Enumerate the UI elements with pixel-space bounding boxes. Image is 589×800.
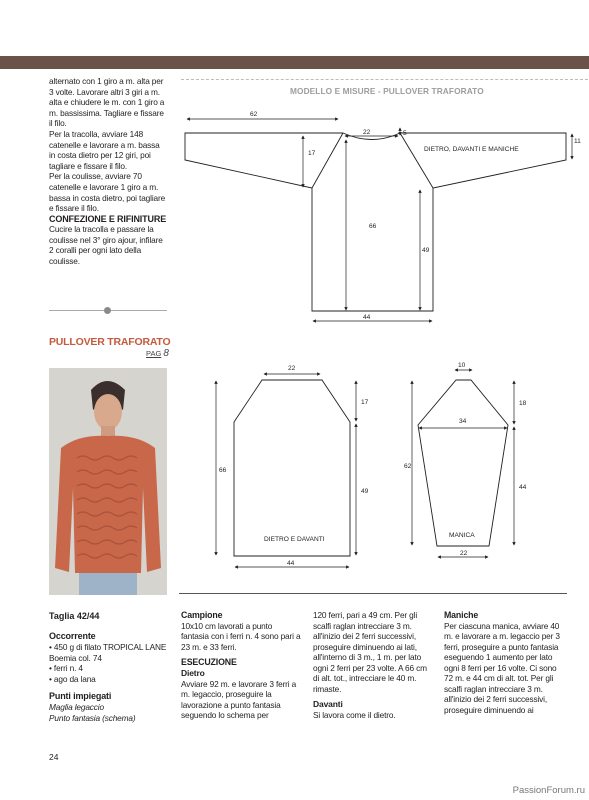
text-section-rule xyxy=(179,593,567,594)
dietro-text: Avviare 92 m. e lavorare 3 ferri a m. legaccio, proseguire la lavorazione a punto fantasia seguendo lo schema per xyxy=(181,678,297,721)
label-dietro-davanti: DIETRO E DAVANTI xyxy=(264,536,325,543)
materials-block xyxy=(49,631,174,723)
campione-text: 10x10 cm lavorati a punto fantasia con i ferri n. 4 sono pari a 23 m. e 33 ferri. xyxy=(181,620,301,652)
pag-number: 8 xyxy=(163,348,169,359)
confezione-text: Cucire la tracolla e passare la coulisse nel 3° giro ajour, infilare 2 coralli per ogni lato della coulisse. xyxy=(49,224,163,266)
occorrente-item: • ferri n. 4 xyxy=(49,663,83,673)
instructions-column-1 xyxy=(181,610,302,721)
size-heading: Taglia 42/44 xyxy=(49,611,100,621)
label-10: 10 xyxy=(458,362,466,369)
instructions-column-2 xyxy=(313,610,433,720)
label-49-top: 49 xyxy=(422,247,430,254)
label-44-top: 44 xyxy=(363,314,371,321)
paragraph-3: Per la coulisse, avviare 70 catenelle e lavorare 1 giro a m. bassa in costa dietro, poi tagliare e fissare il filo. xyxy=(49,171,166,214)
label-18: 18 xyxy=(519,400,527,407)
watermark: PassionForum.ru xyxy=(512,785,585,796)
label-22-body: 22 xyxy=(288,365,296,372)
sleeve-piece-outline xyxy=(418,380,508,546)
maniche-heading: Maniche xyxy=(444,610,479,620)
label-44-sleeve: 44 xyxy=(519,484,527,491)
occorrente-item: • ago da lana xyxy=(49,673,96,684)
label-17-top: 17 xyxy=(308,150,316,157)
dietro-text-cont: 120 ferri, pari a 49 cm. Per gli scalfi raglan intrecciare 3 m. all'inizio dei 2 ferri successivi, proseguire diminuendo ai lati, all'interno di 3 m., 1 m. per lato ogni 2 ferri per 23 volte. A 66 cm di alt. tot., intrecciare le 40 m. rimaste. xyxy=(313,610,427,694)
label-62-sleeve: 62 xyxy=(404,463,412,470)
label-49-body: 49 xyxy=(361,488,369,495)
diagram-title: MODELLO E MISURE - PULLOVER TRAFORATO xyxy=(290,86,484,96)
occorrente-heading: Occorrente xyxy=(49,631,96,641)
campione-heading: Campione xyxy=(181,610,223,620)
dietro-heading: Dietro xyxy=(181,668,205,679)
confezione-heading: CONFEZIONE E RIFINITURE xyxy=(49,213,167,224)
pag-label: PAG xyxy=(146,349,162,358)
label-manica: MANICA xyxy=(449,532,475,539)
label-66-top: 66 xyxy=(369,223,377,230)
paragraph-2: Per la tracolla, avviare 148 catenelle e lavorare a m. bassa in costa dietro per 12 giri, poi tagliare e fissare il filo. xyxy=(49,128,160,171)
davanti-heading: Davanti xyxy=(313,699,343,709)
label-5: 5 xyxy=(403,130,407,137)
label-44-body: 44 xyxy=(287,560,295,567)
esecuzione-heading: ESECUZIONE xyxy=(181,657,237,668)
instructions-column-3 xyxy=(444,610,566,715)
davanti-text: Si lavora come il dietro. xyxy=(313,709,396,720)
punto-item: Punto fantasia (schema) xyxy=(49,712,136,723)
label-66-body: 66 xyxy=(219,467,227,474)
label-22-neck: 22 xyxy=(363,129,371,136)
punto-item: Maglia legaccio xyxy=(49,702,104,712)
punti-heading: Punti impiegati xyxy=(49,691,112,701)
occorrente-item: • 450 g di filato TROPICAL LANE Boemia col. 74 xyxy=(49,642,167,663)
label-11: 11 xyxy=(574,138,581,145)
combined-garment-outline xyxy=(185,133,566,311)
page-number: 24 xyxy=(49,752,59,762)
body-piece-outline xyxy=(234,380,350,556)
label-17-body: 17 xyxy=(361,399,369,406)
pattern-title: PULLOVER TRAFORATO xyxy=(49,336,171,348)
label-22-sleeve: 22 xyxy=(460,550,468,557)
label-62: 62 xyxy=(250,111,258,118)
paragraph-1: alternato con 1 giro a m. alta per 3 volte. Lavorare altri 3 giri a m. alta e chiudere le m. con 1 giro a m. bassissima. Tagliare e fissare il filo. xyxy=(49,76,165,129)
maniche-text: Per ciascuna manica, avviare 40 m. e lavorare a m. legaccio per 3 ferri, proseguire a punto fantasia eseguendo 1 aumento per lato ogni 8 ferri per 16 volte. Ci sono 72 m. e 44 cm di alt. tot. Per gli scalfi raglan intrecciare 3 m. all'inizio dei 2 ferri successivi, proseguire diminuendo ai xyxy=(444,620,560,715)
label-combined: DIETRO, DAVANTI E MANICHE xyxy=(424,146,519,153)
label-34: 34 xyxy=(459,418,467,425)
